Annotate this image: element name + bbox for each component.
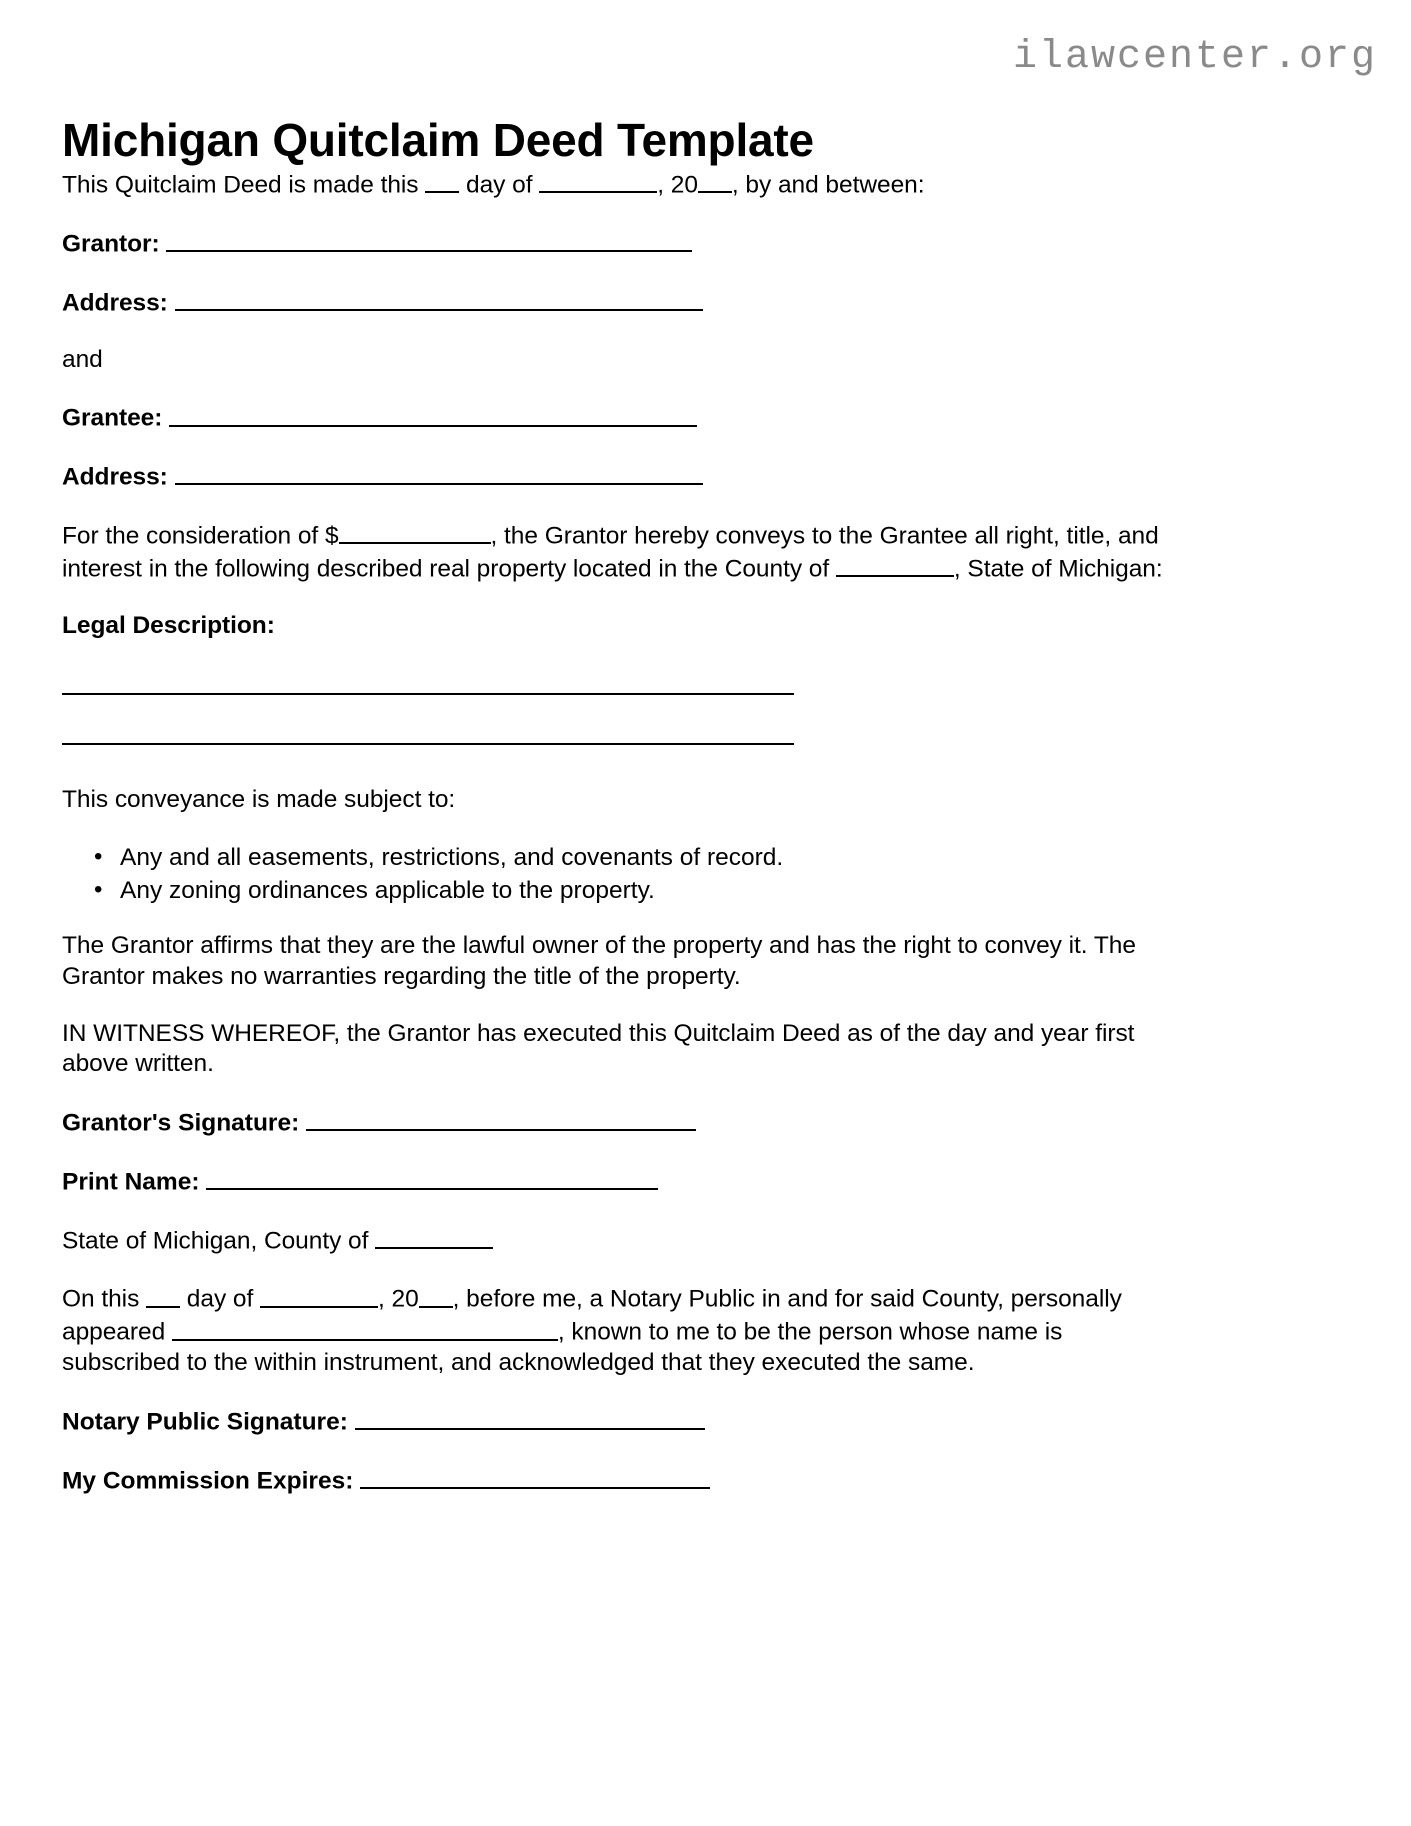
- county-blank[interactable]: [836, 552, 954, 577]
- grantee-field: [62, 401, 1172, 434]
- intro-text-1: This Quitclaim Deed is made this: [62, 171, 426, 199]
- grantor-signature-blank[interactable]: [306, 1106, 696, 1131]
- document-body: [62, 168, 1172, 1523]
- print-name-field: [62, 1165, 1172, 1198]
- subject-intro: This conveyance is made subject to:: [62, 786, 456, 814]
- grantee-address-label: Address:: [62, 463, 168, 491]
- list-item: • Any zoning ordinances applicable to the property.: [120, 875, 1172, 908]
- consideration-paragraph: [62, 519, 1172, 585]
- legal-description-label: Legal Description:: [62, 611, 275, 639]
- year-blank[interactable]: [698, 168, 732, 193]
- grantee-blank[interactable]: [169, 401, 697, 426]
- notary-year-blank[interactable]: [419, 1282, 453, 1307]
- commission-expires-label: My Commission Expires:: [62, 1467, 354, 1494]
- intro-text-2: day of: [459, 171, 540, 199]
- list-item: • Any and all easements, restrictions, and covenants of record.: [120, 842, 1172, 875]
- grantor-signature-field: [62, 1106, 1172, 1139]
- notary-acknowledgement: [62, 1282, 1172, 1378]
- notary-signature-field: [62, 1405, 1172, 1438]
- consideration-text-2: , the Grantor hereby conveys to the Grantee all right, title, and interest in the following described real property located in the County of: [62, 522, 1159, 583]
- commission-expires-blank[interactable]: [360, 1464, 710, 1489]
- intro-text-3: , 20: [657, 171, 698, 199]
- notary-month-blank[interactable]: [260, 1282, 378, 1307]
- ack-text-1: On this: [62, 1285, 147, 1313]
- grantor-signature-label: Grantor's Signature:: [62, 1109, 300, 1137]
- consideration-text-3: , State of Michigan:: [953, 555, 1163, 583]
- legal-description-heading: [62, 611, 1172, 642]
- print-name-blank[interactable]: [206, 1165, 658, 1190]
- month-blank[interactable]: [539, 168, 657, 193]
- grantee-label: Grantee:: [62, 404, 163, 432]
- grantor-address-blank[interactable]: [175, 286, 703, 311]
- subject-list: [62, 842, 1172, 907]
- consideration-amount-blank[interactable]: [339, 519, 491, 544]
- notary-signature-label: Notary Public Signature:: [62, 1408, 348, 1436]
- affirmation-paragraph: The Grantor affirms that they are the lawful owner of the property and has the right to convey it. The Grantor makes no warranties regarding the title of the property.: [62, 932, 1136, 990]
- ack-text-4: , before me, a Notary Public in and for said County, personally appeared: [62, 1285, 1122, 1346]
- site-watermark: ilawcenter.org: [1012, 35, 1377, 80]
- ack-text-5: , known to me to be the person whose name is subscribed to the within instrument, and acknowledged that they executed the same.: [62, 1318, 1063, 1377]
- intro-text-4: , by and between:: [731, 171, 925, 199]
- notary-county-blank[interactable]: [375, 1224, 493, 1249]
- notary-day-blank[interactable]: [146, 1282, 180, 1307]
- grantor-address-field: [62, 286, 1172, 319]
- conjunction-and: and: [62, 345, 103, 373]
- grantor-label: Grantor:: [62, 230, 160, 258]
- grantor-address-label: Address:: [62, 289, 168, 317]
- ack-text-2: day of: [180, 1285, 260, 1313]
- grantee-address-field: [62, 460, 1172, 493]
- legal-description-line-1[interactable]: [62, 693, 794, 695]
- grantor-blank[interactable]: [166, 227, 692, 252]
- legal-description-line-2[interactable]: [62, 743, 794, 745]
- print-name-label: Print Name:: [62, 1167, 200, 1195]
- state-county-line: [62, 1224, 1172, 1257]
- witness-paragraph: IN WITNESS WHEREOF, the Grantor has executed this Quitclaim Deed as of the day and year first above written.: [62, 1019, 1135, 1078]
- intro-paragraph: [62, 168, 1172, 201]
- state-county-text: State of Michigan, County of: [62, 1226, 376, 1254]
- page-title: Michigan Quitclaim Deed Template: [62, 113, 814, 166]
- consideration-text-1: For the consideration of $: [62, 522, 339, 550]
- ack-text-3: , 20: [378, 1285, 419, 1313]
- grantor-field: [62, 227, 1172, 260]
- day-blank[interactable]: [425, 168, 459, 193]
- appearer-name-blank[interactable]: [172, 1315, 558, 1340]
- commission-expires-field: [62, 1464, 1172, 1497]
- grantee-address-blank[interactable]: [175, 460, 703, 485]
- notary-signature-blank[interactable]: [355, 1405, 705, 1430]
